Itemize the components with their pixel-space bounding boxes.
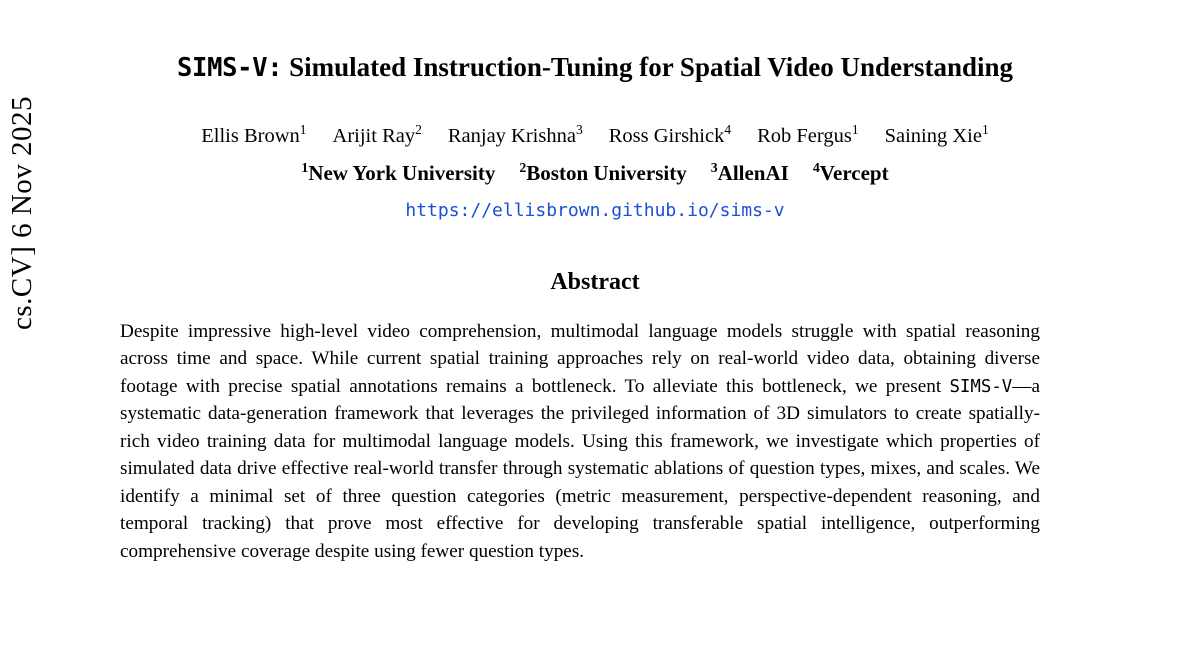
affiliation-name: New York University — [308, 161, 496, 185]
affiliation-name: Vercept — [819, 161, 889, 185]
affiliation-marker: 4 — [812, 160, 820, 175]
author-affil-marker: 2 — [415, 122, 422, 138]
author-affil-marker: 1 — [981, 122, 989, 138]
author-entry — [447, 122, 583, 148]
author-name: Arijit Ray — [332, 125, 416, 147]
affiliation-marker: 1 — [301, 160, 309, 175]
author-list — [120, 122, 1070, 148]
project-url-line — [120, 200, 1070, 221]
author-name: Rob Fergus — [757, 125, 852, 147]
author-affil-marker: 1 — [851, 122, 859, 138]
arxiv-identifier-stamp: cs.CV] 6 Nov 2025 — [6, 95, 38, 330]
abstract-part-2: —a systematic data-generation framework that leverages the privileged information of 3D simulators to create spatially-rich video training data for multimodal language models. Using this framework, we investigate which properties of simulated data drive effective real-world transfer through systematic ablations of question types, mixes, and scales. We identify a minimal set of three question categories (metric measurement, perspective-dependent reasoning, and temporal tracking) that prove most effective for developing transferable spatial intelligence, outperforming comprehensive coverage despite using fewer question types. — [120, 375, 1040, 562]
affiliation-entry — [519, 161, 686, 186]
abstract-text — [120, 318, 1040, 565]
author-entry — [332, 122, 422, 148]
affiliation-entry — [301, 161, 495, 186]
abstract-heading: Abstract — [550, 269, 640, 295]
abstract-part-1: Despite impressive high-level video comprehension, multimodal language models struggle with spatial reasoning across time and space. While current spatial training approaches rely on real-world video data, obtaining diverse footage with precise spatial annotations remains a bottleneck. To alleviate this bottleneck, we present — [120, 321, 1040, 397]
author-entry — [884, 122, 989, 148]
title-mono-part: SIMS-V: — [176, 53, 283, 83]
affiliation-entry — [711, 161, 789, 186]
author-affil-marker: 4 — [724, 122, 732, 138]
affiliation-marker: 3 — [710, 160, 718, 175]
author-name: Ellis Brown — [201, 125, 300, 147]
affiliation-name: Boston University — [526, 161, 687, 185]
paper-page — [120, 0, 1070, 648]
affiliation-entry — [813, 161, 889, 186]
affiliation-list — [120, 161, 1070, 186]
affiliation-name: AllenAI — [717, 161, 789, 185]
author-name: Ranjay Krishna — [447, 125, 576, 147]
author-entry — [757, 122, 859, 148]
author-affil-marker: 3 — [575, 122, 583, 138]
title-rest-part: Simulated Instruction-Tuning for Spatial Video Understanding — [282, 52, 1014, 82]
project-url-link[interactable]: https://ellisbrown.github.io/sims-v — [405, 200, 785, 221]
author-entry — [608, 122, 732, 148]
affiliation-marker: 2 — [519, 160, 527, 175]
author-entry — [201, 122, 307, 148]
abstract-method-name: SIMS-V — [949, 376, 1013, 397]
page-title — [120, 52, 1070, 83]
author-affil-marker: 1 — [299, 122, 307, 138]
author-name: Ross Girshick — [608, 125, 725, 147]
author-name: Saining Xie — [884, 125, 982, 147]
